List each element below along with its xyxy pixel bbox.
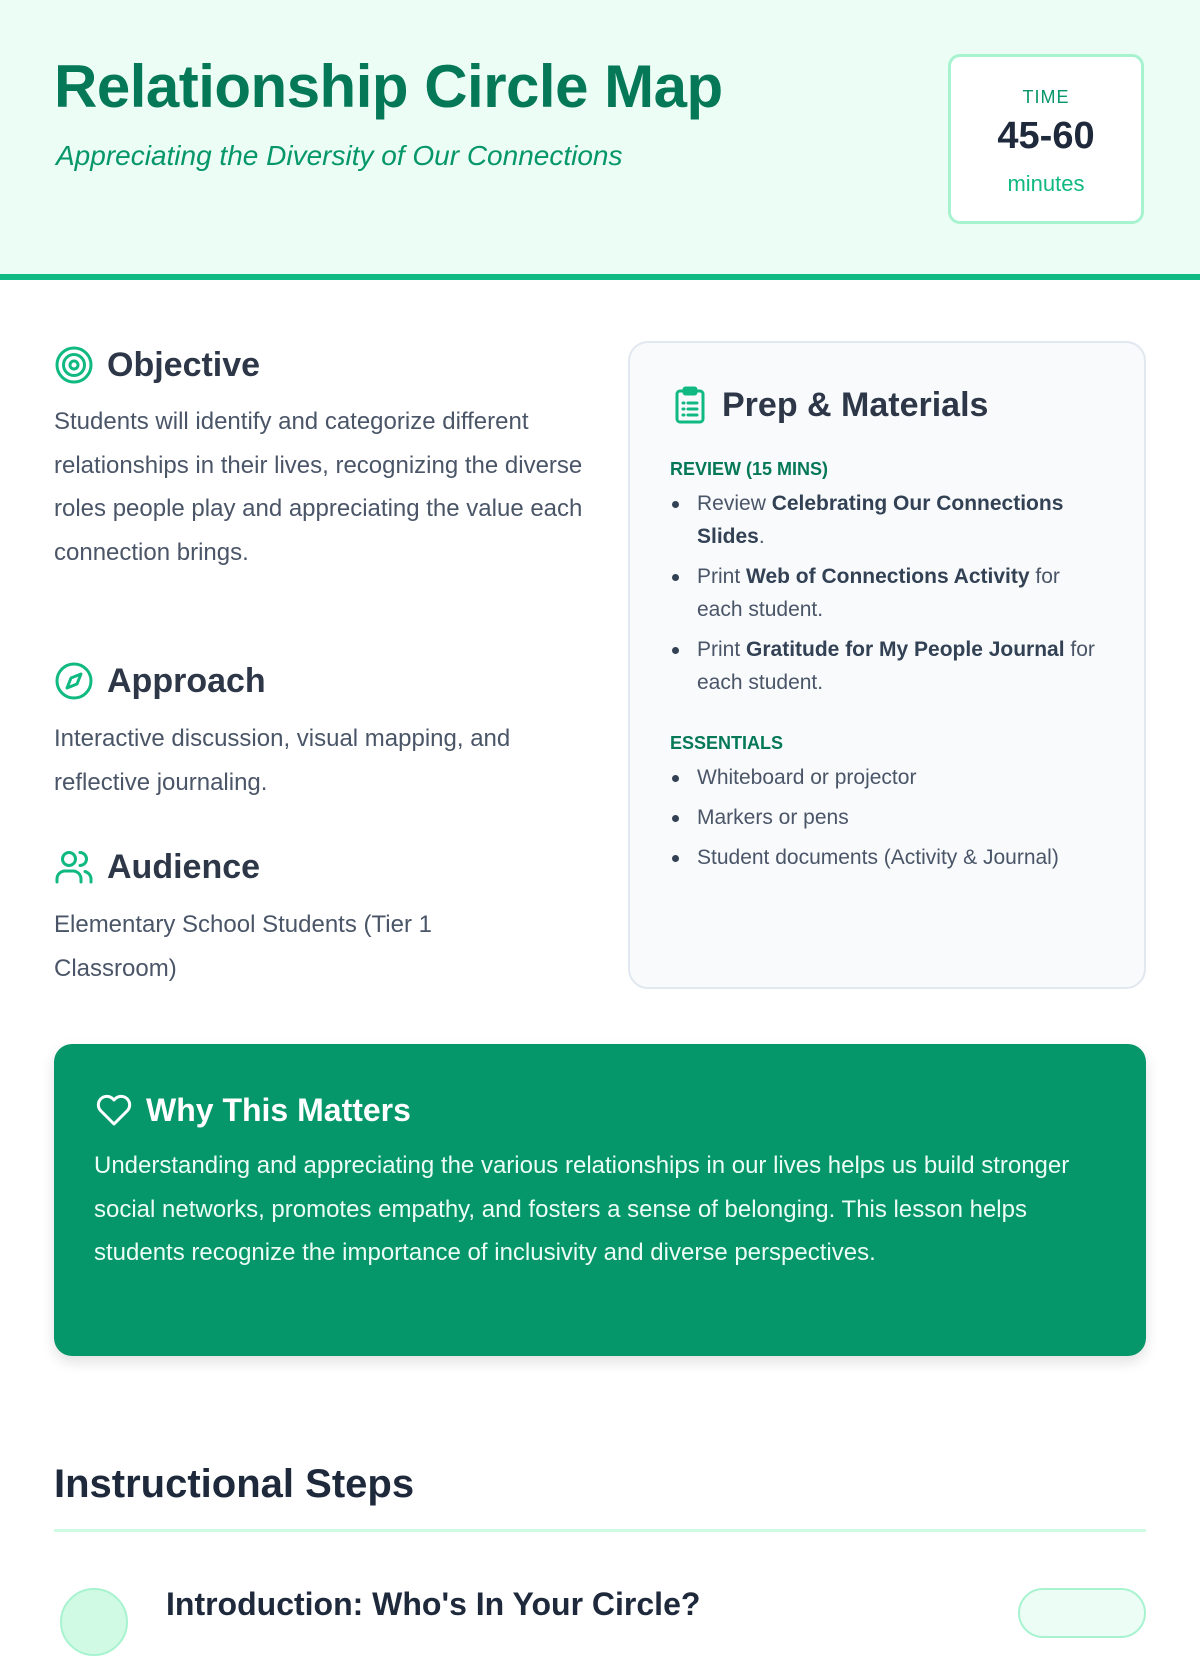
review-item — [670, 560, 1110, 626]
audience-heading: Audience — [107, 847, 261, 886]
review-item-document: Celebrating Our Connections Slides — [697, 492, 1064, 548]
page-title: Relationship Circle Map — [54, 53, 723, 120]
heart-icon — [94, 1090, 134, 1130]
review-item-suffix: for each student. — [697, 638, 1095, 694]
page-header — [0, 0, 1200, 280]
step-number-circle — [60, 1588, 128, 1656]
review-item-suffix: for each student. — [697, 565, 1060, 621]
audience-heading-row — [54, 847, 260, 887]
why-text: Understanding and appreciating the various relationships in our lives helps us build stronger social networks, promotes empathy, and fosters a sense of belonging. This lesson helps students recognize the importance of inclusivity and diverse perspectives. — [94, 1152, 1070, 1266]
review-item-document: Web of Connections Activity — [746, 565, 1030, 588]
page-subtitle: Appreciating the Diversity of Our Connections — [56, 140, 623, 171]
essential-item: Whiteboard or projector — [670, 761, 1110, 794]
review-label: REVIEW (15 MINS) — [670, 459, 829, 479]
audience-text: Elementary School Students (Tier 1 Classroom) — [54, 911, 432, 982]
review-item — [670, 633, 1110, 699]
objective-text: Students will identify and categorize different relationships in their lives, recognizing the diverse roles people play and appreciating the value each connection brings. — [54, 408, 583, 566]
clipboard-icon — [670, 385, 710, 425]
approach-heading: Approach — [107, 661, 266, 700]
prep-materials-card — [628, 341, 1146, 989]
essential-item: Student documents (Activity & Journal) — [670, 841, 1110, 874]
approach-text: Interactive discussion, visual mapping, and reflective journaling. — [54, 725, 511, 796]
time-unit: minutes — [1007, 171, 1085, 196]
users-icon — [54, 847, 94, 887]
essentials-list — [670, 761, 1110, 881]
review-item-prefix: Print — [697, 565, 747, 588]
review-item-document: Gratitude for My People Journal — [746, 638, 1065, 661]
review-list — [670, 487, 1110, 706]
why-heading: Why This Matters — [146, 1091, 411, 1128]
target-icon — [54, 345, 94, 385]
step-title: Introduction: Who's In Your Circle? — [166, 1586, 701, 1622]
compass-icon — [54, 661, 94, 701]
steps-heading: Instructional Steps — [54, 1462, 415, 1506]
steps-divider — [54, 1529, 1146, 1532]
time-card — [948, 54, 1144, 224]
review-item-prefix: Print — [697, 638, 747, 661]
prep-heading-row — [670, 385, 988, 425]
time-value: 45-60 — [997, 115, 1095, 157]
review-item-suffix: . — [758, 525, 765, 548]
approach-heading-row — [54, 661, 266, 701]
why-heading-row — [94, 1090, 411, 1130]
objective-heading: Objective — [107, 345, 261, 384]
why-matters-card — [54, 1044, 1146, 1356]
essentials-label: ESSENTIALS — [670, 733, 784, 753]
step-duration-badge — [1018, 1588, 1146, 1638]
essential-item: Markers or pens — [670, 801, 1110, 834]
review-item — [670, 487, 1110, 553]
objective-heading-row — [54, 345, 260, 385]
time-label: TIME — [1022, 87, 1070, 107]
review-item-prefix: Review — [697, 492, 772, 515]
prep-heading: Prep & Materials — [722, 385, 989, 424]
